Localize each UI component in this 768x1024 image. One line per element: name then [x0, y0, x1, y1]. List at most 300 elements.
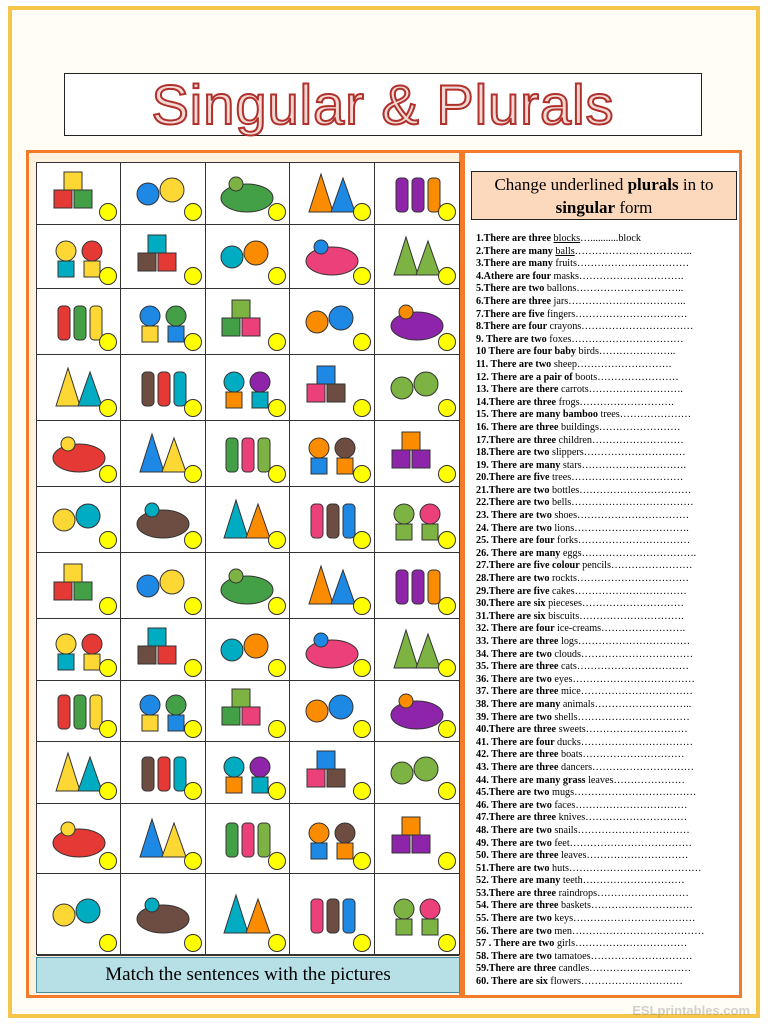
sentence-noun: ducks	[557, 736, 581, 748]
sentence-lead: 40.There are three	[476, 724, 559, 736]
sentence-lead: 6.There are three	[476, 295, 554, 307]
answer-blank[interactable]: …………………………………	[571, 925, 705, 937]
sentence-lead: 20.There are five	[476, 472, 553, 484]
sentence-noun: trees	[552, 472, 572, 484]
answer-blank[interactable]: …………………………	[586, 850, 689, 862]
picture-cell	[290, 553, 374, 619]
sentence-row	[476, 850, 738, 863]
answer-dot[interactable]	[184, 720, 202, 738]
sentence-lead: 41. There are four	[476, 736, 558, 748]
sentence-row	[476, 775, 738, 788]
sentence-noun: buildings	[560, 421, 599, 433]
answer-dot[interactable]	[353, 934, 371, 952]
sentence-noun: shoes	[554, 510, 578, 522]
sentence-noun: lions	[554, 522, 575, 534]
sentence-row	[476, 334, 738, 347]
sentence-row	[476, 535, 738, 548]
answer-blank[interactable]: …………………………	[585, 812, 688, 824]
tomatoes-icon	[384, 889, 450, 941]
sentence-lead: 49. There are two	[476, 837, 555, 849]
sentence-lead: 51.There are two	[476, 862, 553, 874]
answer-dot[interactable]	[184, 852, 202, 870]
sentence-lead: 33. There are three	[476, 636, 561, 647]
picture-cell	[206, 874, 290, 956]
sentence-row	[476, 749, 738, 762]
picture-cell	[37, 553, 121, 619]
sentence-noun: foxes	[549, 333, 572, 345]
sentence-row	[476, 712, 738, 725]
answer-dot[interactable]	[353, 852, 371, 870]
sentence-row	[476, 976, 738, 989]
sentence-row	[476, 674, 738, 687]
answer-dot[interactable]	[353, 465, 371, 483]
sentence-noun: baskets	[560, 900, 591, 912]
sentence-noun: boats	[560, 749, 583, 761]
sentence-row	[476, 309, 738, 322]
answer-dot[interactable]	[353, 659, 371, 677]
answer-dot[interactable]	[438, 267, 456, 285]
answer-dot[interactable]	[184, 399, 202, 417]
sentence-noun: masks	[553, 270, 579, 282]
sentence-lead: 34. There are two	[476, 648, 555, 660]
answer-blank[interactable]: ……………………………	[576, 661, 689, 673]
picture-cell	[290, 874, 374, 956]
sentence-lead: 9. There are two	[476, 333, 550, 345]
answer-blank[interactable]: ………………………….	[579, 610, 684, 622]
picture-cell	[290, 742, 374, 804]
answer-dot[interactable]	[99, 597, 117, 615]
picture-cell	[37, 225, 121, 289]
answer-blank[interactable]: ………………………………	[573, 913, 696, 925]
answer-dot[interactable]	[353, 531, 371, 549]
answer-dot[interactable]	[184, 659, 202, 677]
instruction-bold1: plurals	[627, 175, 679, 194]
answer-dot[interactable]	[353, 399, 371, 417]
picture-cell	[375, 487, 459, 553]
answer-blank[interactable]: ……………………………	[574, 585, 687, 597]
sentence-lead: 32. There are four	[476, 623, 558, 635]
sentence-lead: 46. There are two	[476, 799, 555, 811]
sentence-row	[476, 283, 738, 296]
answer-dot[interactable]	[353, 203, 371, 221]
answer-dot[interactable]	[268, 333, 286, 351]
sentence-row	[476, 435, 738, 448]
sentence-lead: 16. There are three	[476, 421, 561, 433]
answer-dot[interactable]	[268, 597, 286, 615]
picture-cell	[375, 874, 459, 956]
title-box	[64, 73, 702, 136]
sentence-row	[476, 359, 738, 372]
answer-blank[interactable]: ……………………………..	[568, 295, 686, 307]
answer-blank[interactable]: ………………………………	[572, 673, 695, 685]
answer-blank[interactable]: ……………………………	[581, 648, 694, 660]
sentence-noun: ice-creams	[557, 623, 602, 635]
answer-dot[interactable]	[99, 720, 117, 738]
answer-blank[interactable]: ……………………….	[579, 396, 674, 408]
picture-cell	[37, 619, 121, 681]
answer-dot[interactable]	[268, 720, 286, 738]
answer-dot[interactable]	[353, 720, 371, 738]
answer-blank[interactable]: …………………………	[582, 598, 684, 610]
answer-dot[interactable]	[184, 333, 202, 351]
answer-dot[interactable]	[438, 465, 456, 483]
sentence-row	[476, 497, 738, 510]
sentence-noun: birds	[578, 346, 599, 358]
sentence-lead: 45.There are two	[476, 787, 553, 799]
sentence-row	[476, 560, 738, 573]
answer-dot[interactable]	[353, 782, 371, 800]
watermark: ESLprintables.com	[632, 1003, 750, 1018]
answer-blank[interactable]: …………………………	[590, 950, 693, 962]
sentence-row	[476, 951, 738, 964]
answer-dot[interactable]	[184, 267, 202, 285]
answer-dot[interactable]	[268, 934, 286, 952]
answer-blank[interactable]: …………………………………	[569, 862, 702, 874]
picture-cell	[37, 289, 121, 355]
sentence-lead: 5.There are two	[476, 283, 547, 295]
answer-dot[interactable]	[268, 267, 286, 285]
answer-blank[interactable]: …………………	[613, 774, 685, 786]
answer-dot[interactable]	[99, 203, 117, 221]
sentence-lead: 48. There are two	[476, 824, 555, 836]
sentence-lead: 14.There are three	[476, 396, 559, 408]
answer-blank[interactable]: …………………………	[592, 761, 694, 773]
picture-cell	[121, 619, 205, 681]
picture-cell	[375, 225, 459, 289]
sentence-lead: 57 . There are two	[476, 938, 557, 950]
picture-cell	[290, 619, 374, 681]
sentence-lead: 12. There are a pair of	[476, 371, 576, 383]
answer-blank[interactable]: …………………………	[585, 724, 688, 736]
picture-cell	[37, 487, 121, 553]
sentence-noun: dancers	[560, 761, 593, 773]
sentence-row	[476, 372, 738, 385]
girls-icon	[299, 889, 365, 941]
sentence-noun: candles	[558, 963, 590, 975]
sentence-noun: slippers	[552, 447, 584, 459]
sentence-lead: 54. There are three	[476, 900, 561, 912]
sentence-row	[476, 586, 738, 599]
sentence-noun: children	[558, 434, 592, 446]
sentence-noun: girls	[556, 938, 576, 950]
answer-blank[interactable]: …………………………….	[581, 547, 697, 559]
answer-dot[interactable]	[268, 399, 286, 417]
answer-dot[interactable]	[184, 597, 202, 615]
answer-blank[interactable]: ……………………………..	[574, 245, 692, 257]
picture-cell	[375, 553, 459, 619]
sentence-row	[476, 422, 738, 435]
answer-dot[interactable]	[99, 399, 117, 417]
sentence-noun: crayons	[549, 321, 582, 333]
answer-blank[interactable]: ……………………………	[577, 824, 690, 836]
sentence-noun: teeth	[562, 875, 583, 887]
sentence-noun: sweets	[558, 724, 586, 736]
sentence-lead: 24. There are two	[476, 522, 555, 534]
sentence-row	[476, 384, 738, 397]
sentence-lead: 44. There are many grass	[476, 774, 589, 786]
answer-dot[interactable]	[99, 333, 117, 351]
picture-cell	[37, 874, 121, 956]
sentence-lead: 50. There are three	[476, 850, 561, 862]
picture-cell	[121, 742, 205, 804]
answer-blank[interactable]: ……………………………	[575, 799, 688, 811]
picture-cell	[290, 355, 374, 421]
sentence-noun: logs	[560, 636, 578, 647]
picture-cell	[375, 742, 459, 804]
sentence-row	[476, 963, 738, 976]
answer-dot[interactable]	[438, 531, 456, 549]
answer-blank[interactable]: ……………………….	[588, 384, 683, 396]
sentence-lead: 25. There are four	[476, 535, 558, 547]
answer-dot[interactable]	[438, 852, 456, 870]
answer-blank[interactable]: ………………………….	[579, 270, 684, 282]
sentence-row	[476, 762, 738, 775]
answer-blank[interactable]: ……………………………	[575, 308, 688, 320]
picture-cell	[37, 163, 121, 225]
answer-dot[interactable]	[268, 465, 286, 483]
sentence-row	[476, 863, 738, 876]
picture-cell	[206, 681, 290, 742]
sentence-lead: 59.There are three	[476, 963, 559, 975]
answer-dot[interactable]	[99, 531, 117, 549]
answer-blank[interactable]: ……………………………	[571, 472, 684, 484]
answer-blank[interactable]: …...........block	[580, 233, 641, 244]
sentence-lead: 43. There are three	[476, 761, 561, 773]
sentence-noun: jars	[553, 295, 569, 307]
picture-cell	[375, 289, 459, 355]
answer-dot[interactable]	[438, 203, 456, 221]
answer-blank[interactable]: ……………………………	[577, 535, 691, 547]
answer-dot[interactable]	[99, 465, 117, 483]
answer-dot[interactable]	[99, 934, 117, 952]
sentence-noun: trees	[600, 409, 620, 421]
sentence-noun: shells	[554, 711, 578, 723]
answer-blank[interactable]: ……………………	[597, 371, 679, 383]
picture-cell	[375, 355, 459, 421]
answer-blank[interactable]: ……………………………	[571, 333, 684, 345]
sentence-row	[476, 397, 738, 410]
answer-dot[interactable]	[438, 399, 456, 417]
sentence-lead: 11. There are two	[476, 358, 554, 370]
answer-dot[interactable]	[268, 782, 286, 800]
answer-dot[interactable]	[268, 203, 286, 221]
answer-blank[interactable]: ……………………	[610, 560, 693, 572]
instruction-bold2: singular	[555, 198, 616, 217]
picture-cell	[290, 163, 374, 225]
answer-dot[interactable]	[184, 465, 202, 483]
sentence-lead: 28.There are two	[476, 573, 553, 585]
sentence-lead: 1.There are three	[476, 233, 554, 244]
answer-blank[interactable]: ………………………………	[569, 837, 692, 849]
picture-cell	[206, 163, 290, 225]
answer-blank[interactable]: ………………………………	[574, 787, 697, 799]
answer-dot[interactable]	[99, 659, 117, 677]
picture-cell	[37, 681, 121, 742]
sentence-noun: frogs	[558, 396, 580, 408]
sentence-noun: raindrops	[558, 887, 598, 899]
sentence-lead: 2.There are many	[476, 245, 556, 257]
sentence-row	[476, 233, 738, 246]
answer-blank[interactable]: …………………..	[598, 346, 676, 358]
sentence-noun: eyes	[554, 673, 573, 685]
sentence-lead: 55. There are two	[476, 913, 555, 925]
sentence-lead: 10 There are four baby	[476, 346, 579, 358]
answer-blank[interactable]: …………………………	[589, 963, 692, 975]
sentence-noun: cakes	[552, 585, 575, 597]
picture-cell	[121, 487, 205, 553]
sentence-lead: 17.There are three	[476, 434, 559, 446]
sentence-noun: stars	[562, 459, 582, 471]
sentence-row	[476, 510, 738, 523]
gift-boxes-icon	[130, 889, 196, 941]
picture-cell	[121, 553, 205, 619]
sentence-lead: 23. There are two	[476, 510, 555, 522]
picture-cell	[375, 681, 459, 742]
answer-blank[interactable]: ……………………………	[576, 573, 689, 585]
answer-blank[interactable]: …………………………….	[574, 522, 689, 534]
picture-cell	[37, 355, 121, 421]
answer-blank[interactable]: …………………	[619, 409, 692, 421]
picture-cell	[37, 804, 121, 874]
sentence-lead: 42. There are three	[476, 749, 561, 761]
instruction-box	[471, 171, 737, 220]
sentence-lead: 37. There are three	[476, 686, 561, 698]
sentence-row	[476, 623, 738, 636]
answer-blank[interactable]: …………………………	[580, 976, 683, 988]
picture-panel	[26, 150, 462, 998]
sentence-lead: 22.There are two	[476, 497, 553, 509]
picture-cell	[121, 163, 205, 225]
picture-cell	[37, 742, 121, 804]
picture-cell	[375, 163, 459, 225]
answer-blank[interactable]: ………………………………	[571, 497, 694, 509]
answer-blank[interactable]: ……………………………	[576, 258, 689, 270]
sentence-noun: clouds	[554, 648, 581, 660]
answer-dot[interactable]	[438, 720, 456, 738]
sentence-row	[476, 699, 738, 712]
sentence-noun: flowers	[550, 976, 581, 988]
answer-blank[interactable]: ………………………	[592, 434, 684, 446]
answer-dot[interactable]	[184, 782, 202, 800]
answer-dot[interactable]	[268, 659, 286, 677]
sentence-lead: 36. There are two	[476, 673, 555, 685]
sentence-noun: blocks	[553, 233, 581, 244]
sentence-noun: balls	[555, 245, 575, 257]
answer-dot[interactable]	[438, 659, 456, 677]
sentence-noun: huts	[552, 862, 569, 874]
answer-dot[interactable]	[99, 852, 117, 870]
sentence-noun: cats	[560, 661, 577, 673]
sentence-row	[476, 246, 738, 259]
answer-blank[interactable]: …………………………	[582, 749, 685, 761]
raindrops-icon	[46, 889, 112, 941]
answer-dot[interactable]	[268, 852, 286, 870]
answer-blank[interactable]: …………………….	[601, 623, 686, 635]
picture-cell	[121, 874, 205, 956]
answer-blank[interactable]: …………………………	[583, 447, 686, 459]
answer-blank[interactable]: ……………………….	[577, 358, 672, 370]
picture-cell	[121, 681, 205, 742]
answer-blank[interactable]: …………………………	[590, 900, 693, 912]
answer-dot[interactable]	[184, 203, 202, 221]
answer-dot[interactable]	[184, 934, 202, 952]
answer-blank[interactable]: ………………………..	[594, 698, 692, 710]
sentence-noun: bottles	[552, 484, 580, 496]
answer-blank[interactable]: ………………………	[597, 887, 689, 899]
sentence-noun: mugs	[552, 787, 575, 799]
answer-blank[interactable]: ……………………………	[580, 686, 693, 698]
sentence-noun: tamatoes	[554, 950, 591, 962]
answer-blank[interactable]: ……………………………	[579, 484, 692, 496]
sentence-row	[476, 686, 738, 699]
answer-blank[interactable]: …………………………..	[576, 283, 684, 295]
answer-blank[interactable]: ……………………………	[580, 736, 693, 748]
sentence-lead: 52. There are many	[476, 875, 563, 887]
sentence-row	[476, 938, 738, 951]
picture-cell	[290, 289, 374, 355]
instruction-part1: Change underlined	[494, 175, 624, 194]
sentence-lead: 53.There are three	[476, 887, 559, 899]
answer-blank[interactable]: ……………………………	[577, 636, 691, 647]
answer-dot[interactable]	[353, 267, 371, 285]
sentence-noun: leaves	[588, 774, 614, 786]
sentence-noun: pencils	[582, 560, 611, 572]
answer-dot[interactable]	[353, 333, 371, 351]
sentence-lead: 60. There are six	[476, 976, 551, 988]
answer-dot[interactable]	[268, 531, 286, 549]
sentence-noun: boots	[575, 371, 598, 383]
answer-dot[interactable]	[353, 597, 371, 615]
answer-blank[interactable]: ……………………………	[577, 510, 690, 522]
sentence-row	[476, 271, 738, 284]
sentence-row	[476, 926, 738, 939]
sentence-noun: men	[554, 925, 572, 937]
answer-dot[interactable]	[438, 597, 456, 615]
sentence-noun: eggs	[562, 547, 582, 559]
sentence-row	[476, 737, 738, 750]
picture-cell	[121, 355, 205, 421]
sentence-lead: 31.There are six	[476, 610, 549, 622]
instruction-part3: form	[619, 198, 653, 217]
sentence-row	[476, 548, 738, 561]
answer-dot[interactable]	[438, 333, 456, 351]
sentence-lead: 4.Athere are four	[476, 270, 554, 282]
sentence-lead: 21.There are two	[476, 484, 553, 496]
answer-blank[interactable]: ……………………………	[577, 711, 690, 723]
answer-blank[interactable]: ……………………	[598, 421, 681, 433]
answer-blank[interactable]: …………………………	[582, 875, 685, 887]
answer-blank[interactable]: ……………………………	[575, 938, 688, 950]
answer-blank[interactable]: ……………………………	[581, 321, 694, 333]
answer-dot[interactable]	[438, 782, 456, 800]
sentence-row	[476, 812, 738, 825]
answer-blank[interactable]: ………………………….	[581, 459, 686, 471]
sentence-row	[476, 724, 738, 737]
picture-cell	[121, 289, 205, 355]
answer-dot[interactable]	[99, 267, 117, 285]
picture-cell	[121, 225, 205, 289]
answer-dot[interactable]	[184, 531, 202, 549]
answer-dot[interactable]	[99, 782, 117, 800]
sentence-row	[476, 296, 738, 309]
sentence-row	[476, 460, 738, 473]
answer-dot[interactable]	[438, 934, 456, 952]
picture-grid	[36, 162, 460, 955]
sentence-noun: faces	[554, 799, 576, 811]
page-title: Singular & Plurals	[151, 72, 615, 136]
picture-cell	[121, 421, 205, 487]
men-icon	[214, 889, 280, 941]
